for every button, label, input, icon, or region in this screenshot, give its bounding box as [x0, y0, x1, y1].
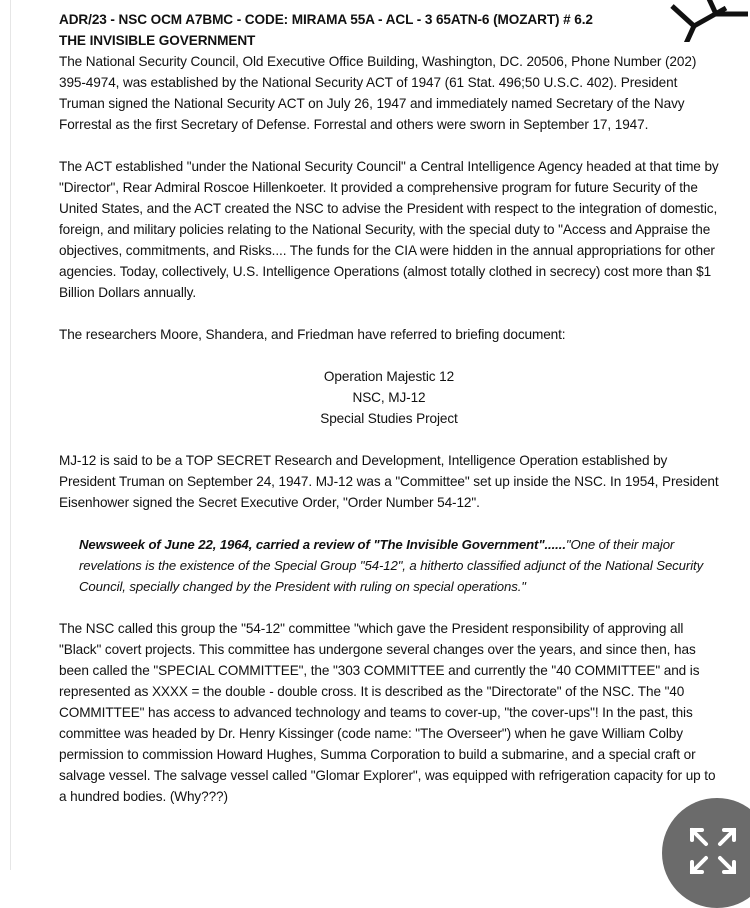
expand-arrows-icon — [688, 826, 748, 886]
quote-body: "One of their major revelations is the existence of the Special Group "54-12", a hitherto classified adjunct of the National Security Council, specially changed by the President with ruling on special operations." — [79, 537, 704, 594]
briefing-line-1: Operation Majestic 12 — [323, 369, 455, 384]
paragraph-mj12: MJ-12 is said to be a TOP SECRET Research and Development, Intelligence Operation established by President Truman on September 24, 1947. MJ-12 was a "Committee" set up inside the NSC. In 1954, President Eisenhower signed the Secret Executive Order, "Order Number 54-12". — [59, 453, 719, 510]
paragraph-cia-act: The ACT established "under the National Security Council" a Central Intelligence Agency headed at that time by "Director", Rear Admiral Roscoe Hillenkoeter. It provided a comprehensive program for future Security of the United States, and the ACT created the NSC to advise the President with respect to the integration of domestic, foreign, and military policies relating to the National Security, with the special duty to "Access and Appraise the objectives, commitments, and Risks.... The funds for the CIA were hidden in the annual appropriations for other agencies. Today, collectively, U.S. Intelligence Operations (almost totally clothed in secrecy) cost more than $1 Billion Dollars annually. — [59, 159, 719, 300]
briefing-document-title — [59, 366, 719, 429]
document-code-line: ADR/23 - NSC OCM A7BMC - CODE: MIRAMA 55A - ACL - 3 65ATN-6 (MOZART) # 6.2 — [59, 12, 593, 27]
paragraph-nsc-establishment: The National Security Council, Old Executive Office Building, Washington, DC. 20506, Phone Number (202) 395-4974, was established by the National Security ACT of 1947 (61 Stat. 496;50 U.S.C. 402). President Truman signed the National Security ACT on July 26, 1947 and immediately named Secretary of the Navy Forrestal as the first Secretary of Defense. Forrestal and others were sworn in September 17, 1947. — [59, 54, 697, 132]
briefing-line-2: NSC, MJ-12 — [352, 390, 426, 405]
paragraph-54-12-committee: The NSC called this group the "54-12" committee "which gave the President responsibility of approving all "Black" covert projects. This committee has undergone several changes over the years, and since then, has been called the "SPECIAL COMMITTEE", the "303 COMMITTEE and currently the "40 COMMITTEE" and is represented as XXXX = the double - double cross. It is described as the "Directorate" of the NSC. The "40 COMMITTEE" has access to advanced technology and teams to cover-up, "the cover-ups"! In the past, this committee was headed by Dr. Henry Kissinger (code name: "The Overseer") when he gave William Colby permission to commission Howard Hughes, Summa Corporation to build a submarine, and a special craft or salvage vessel. The salvage vessel called "Glomar Explorer", was equipped with refrigeration capacity for up to a hundred bodies. (Why???) — [59, 621, 716, 804]
briefing-line-3: Special Studies Project — [320, 411, 458, 426]
page-left-edge — [10, 0, 11, 870]
newsweek-quote — [79, 534, 719, 597]
expand-button[interactable] — [662, 798, 750, 908]
paragraph-researchers: The researchers Moore, Shandera, and Friedman have referred to briefing document: — [59, 327, 566, 342]
document-body — [59, 9, 719, 807]
quote-lead: Newsweek of June 22, 1964, carried a review of "The Invisible Government"...... — [79, 537, 566, 552]
document-title: THE INVISIBLE GOVERNMENT — [59, 33, 256, 48]
